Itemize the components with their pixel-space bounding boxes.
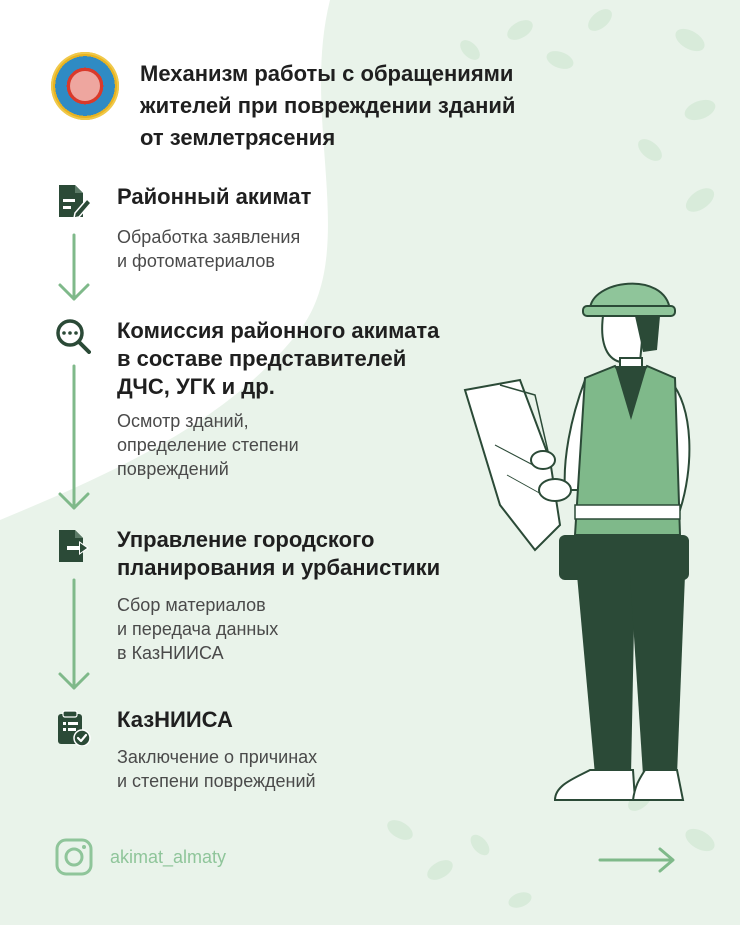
clipboard-check-icon: [55, 710, 91, 746]
flow-arrow-down-icon: [56, 364, 92, 514]
step-desc-commission: Осмотр зданий, определение степени повреждений: [117, 411, 299, 479]
document-edit-icon: [55, 183, 91, 219]
flow-arrow-down-icon: [56, 233, 92, 305]
page-title: Механизм работы с обращениями жителей при повреждении зданий от землетрясения: [140, 61, 516, 150]
arrow-right-icon[interactable]: [598, 845, 678, 875]
step-desc-urban-planning: Сбор материалов и передача данных в КазНИИСА: [117, 595, 279, 663]
step-title-commission: Комиссия районного акимата в составе представителей ДЧС, УГК и др.: [117, 318, 440, 399]
instagram-icon[interactable]: [55, 838, 93, 876]
step-desc-district-akimat: Обработка заявления и фотоматериалов: [117, 227, 301, 271]
step-title-district-akimat: Районный акимат: [117, 184, 312, 209]
magnifier-icon: [55, 318, 91, 354]
document-export-icon: [55, 528, 91, 564]
step-title-urban-planning: Управление городского планирования и урбанистики: [117, 527, 441, 580]
construction-worker-illustration: [455, 270, 715, 810]
flow-arrow-down-icon: [56, 578, 92, 693]
instagram-handle-link[interactable]: akimat_almaty: [110, 847, 227, 867]
step-title-kazniisa: КазНИИСА: [117, 707, 233, 732]
city-emblem-logo: [51, 52, 119, 120]
step-desc-kazniisa: Заключение о причинах и степени повреждений: [117, 747, 318, 791]
